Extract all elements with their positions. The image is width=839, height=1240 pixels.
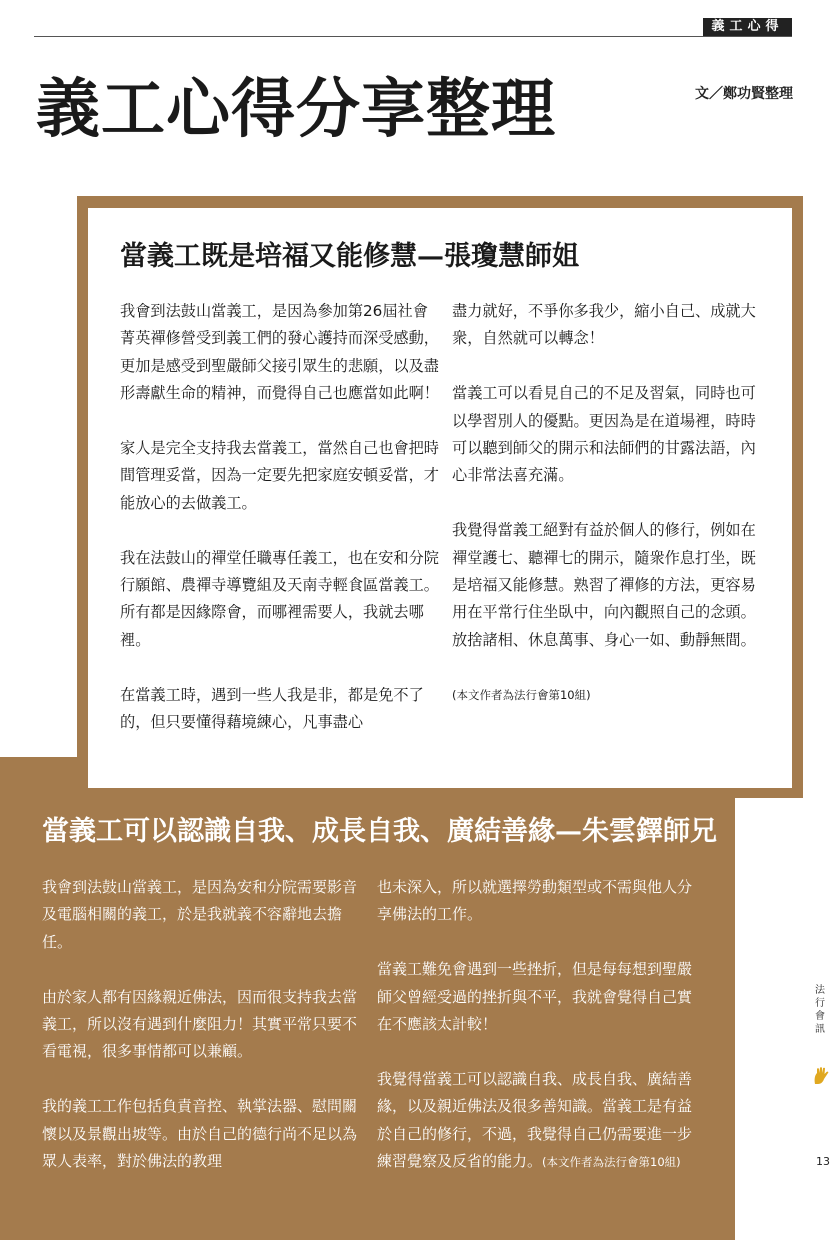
article2-left-column (42, 874, 362, 1203)
article1-paragraph: 我在法鼓山的禪堂任職專任義工，也在安和分院行願館、農禪寺導覽組及天南寺輕食區當義工。所有都是因緣際會，而哪裡需要人，我就去哪裡。 (120, 548, 439, 649)
article1-paragraph: 家人是完全支持我去當義工，當然自己也會把時間管理妥當，因為一定要先把家庭安頓妥當，才能放心的去做義工。 (120, 439, 439, 512)
section-tag: 義工心得 (703, 18, 792, 36)
page-number: 13 (816, 1155, 830, 1168)
article1-paragraph: 在當義工時，遇到一些人我是非，都是免不了的，但只要懂得藉境練心，凡事盡心 (120, 685, 424, 732)
article1-right-column (452, 298, 770, 736)
article2-paragraph: 我會到法鼓山當義工，是因為安和分院需要影音及電腦相關的義工，於是我就義不容辭地去擔任。 (42, 878, 358, 951)
hand-icon (812, 1066, 832, 1090)
article1-paragraph: 當義工可以看見自己的不足及習氣，同時也可以學習別人的優點。更因為是在道場裡，時時可以聽到師父的開示和法師們的甘露法語，內心非常法喜充滿。 (452, 384, 756, 485)
page-title: 義工心得分享整理 (36, 72, 556, 147)
header-rule (34, 36, 792, 37)
article1-paragraph: 我會到法鼓山當義工，是因為參加第26屆社會菁英禪修營受到義工們的發心護持而深受感動，更加是感受到聖嚴師父接引眾生的悲願，以及盡形壽獻生命的精神，而覺得自己也應當如此啊！ (120, 302, 439, 403)
article2-title: 當義工可以認識自我、成長自我、廣結善緣—朱雲鐸師兄 (42, 816, 717, 847)
article1-left-column (120, 298, 440, 764)
article2-paragraph: 當義工難免會遇到一些挫折，但是每每想到聖嚴師父曾經受過的挫折與不平，我就會覺得自己實在不應該太計較！ (377, 960, 693, 1034)
article2-paragraph: 我的義工工作包括負責音控、執掌法器、慰問關懷以及景觀出坡等。由於自己的德行尚不足以為眾人表率，對於佛法的教理 (42, 1097, 358, 1171)
article1-author-note: (本文作者為法行會第10組) (452, 687, 591, 702)
article2-paragraph: 也未深入，所以就選擇勞動類型或不需與他人分享佛法的工作。 (377, 878, 693, 924)
magazine-logo (806, 984, 834, 1036)
byline: 文／鄭功賢整理 (695, 86, 793, 102)
article2-right-column (377, 874, 695, 1204)
article2-paragraph (377, 1066, 695, 1177)
article1-paragraph: 我覺得當義工絕對有益於個人的修行，例如在禪堂護七、聽禪七的開示，隨衆作息打坐，既是培福又能修慧。熟習了禪修的方法，更容易用在平常行住坐臥中，向內觀照自己的念頭。放捨諸相、休息萬事、身心一如、動靜無間。 (452, 521, 756, 649)
article2-author-note: (本文作者為法行會第10組) (542, 1155, 681, 1170)
article1-paragraph: 盡力就好，不爭你多我少，縮小自己、成就大衆，自然就可以轉念！ (452, 302, 756, 348)
article2-paragraph: 由於家人都有因緣親近佛法，因而很支持我去當義工，所以沒有遇到什麼阻力！其實平常只要不看電視，很多事情都可以兼顧。 (42, 987, 358, 1061)
article2-paragraph-text: 我覺得當義工可以認識自我、成長自我、廣結善緣，以及親近佛法及很多善知識。當義工是有益於自己的修行，不過，我覺得自己仍需要進一步練習覺察及反省的能力。 (377, 1069, 693, 1171)
article1-title: 當義工既是培福又能修慧—張瓊慧師姐 (120, 241, 579, 272)
magazine-logo-text: 法行會訊 (815, 985, 825, 1035)
